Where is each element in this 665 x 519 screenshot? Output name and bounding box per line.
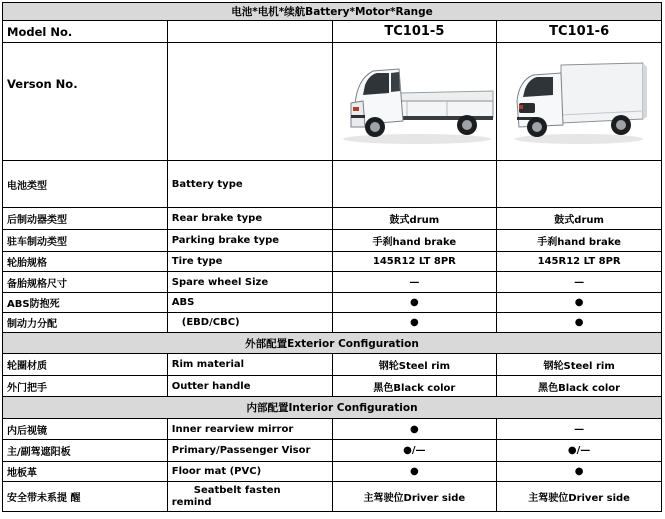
spec-row <box>3 440 662 462</box>
spec-name-cn: 轮圈材质 <box>3 354 168 376</box>
section-header-battery <box>3 3 662 21</box>
spec-name-en: Tire type <box>167 252 332 272</box>
spec-name-cn: 地板革 <box>3 462 168 482</box>
version-label: Verson No. <box>3 43 168 161</box>
spec-name-cn: 备胎规格尺寸 <box>3 272 168 293</box>
spec-name-en <box>167 482 332 512</box>
spec-value-model-2: ● <box>497 293 662 313</box>
spec-value-model-2: ● <box>497 462 662 482</box>
spec-value-model-2: 鼓式drum <box>497 208 662 230</box>
spec-value-model-1: ● <box>332 313 497 333</box>
spec-name-en: Floor mat (PVC) <box>167 462 332 482</box>
spec-row <box>3 313 662 333</box>
version-row <box>3 43 662 161</box>
spec-name-en: Spare wheel Size <box>167 272 332 293</box>
spec-row <box>3 376 662 397</box>
version-empty-cell <box>167 43 332 161</box>
spec-name-en: Battery type <box>167 161 332 208</box>
truck-2-cell <box>497 43 662 161</box>
spec-row <box>3 354 662 376</box>
spec-value-model-2: 145R12 LT 8PR <box>497 252 662 272</box>
spec-value-model-2: — <box>497 272 662 293</box>
spec-name-cn: ABS防抱死 <box>3 293 168 313</box>
spec-value-model-1: 黑色Black color <box>332 376 497 397</box>
spec-name-cn: 安全带未系提 醒 <box>3 482 168 512</box>
spec-row <box>3 252 662 272</box>
spec-value-model-1: ●/— <box>332 440 497 462</box>
section-title: 外部配置Exterior Configuration <box>3 333 662 354</box>
spec-row <box>3 161 662 208</box>
spec-name-en-line-1: Seatbelt fasten <box>193 484 281 496</box>
spec-name-cn: 驻车制动类型 <box>3 230 168 252</box>
truck-1-cell <box>332 43 497 161</box>
model-label: Model No. <box>3 21 168 43</box>
model-2-name: TC101-6 <box>497 21 662 43</box>
spec-value-model-1: 鼓式drum <box>332 208 497 230</box>
spec-row <box>3 272 662 293</box>
spec-value-model-1: 145R12 LT 8PR <box>332 252 497 272</box>
spec-row <box>3 230 662 252</box>
spec-value-model-1 <box>332 161 497 208</box>
section-header-exterior <box>3 333 662 354</box>
spec-table <box>2 2 662 512</box>
spec-value-model-1: 主驾驶位Driver side <box>332 482 497 512</box>
spec-name-en-line-2: remind <box>171 496 212 508</box>
spec-value-model-1: ● <box>332 462 497 482</box>
spec-name-en: Rear brake type <box>167 208 332 230</box>
spec-value-model-2: ●/— <box>497 440 662 462</box>
spec-name-cn: 轮胎规格 <box>3 252 168 272</box>
spec-name-en: (EBD/CBC) <box>167 313 332 333</box>
spec-value-model-2: 手刹hand brake <box>497 230 662 252</box>
spec-value-model-1: ● <box>332 293 497 313</box>
spec-value-model-2: 主驾驶位Driver side <box>497 482 662 512</box>
spec-row <box>3 462 662 482</box>
box-van-image <box>509 57 649 147</box>
spec-name-cn: 电池类型 <box>3 161 168 208</box>
spec-name-en: Inner rearview mirror <box>167 419 332 440</box>
spec-sheet <box>2 2 662 512</box>
section-title: 电池*电机*续航Battery*Motor*Range <box>3 3 662 21</box>
spec-name-cn: 制动力分配 <box>3 313 168 333</box>
spec-name-en: ABS <box>167 293 332 313</box>
spec-value-model-1: ● <box>332 419 497 440</box>
spec-name-en: Outter handle <box>167 376 332 397</box>
spec-value-model-2: ● <box>497 313 662 333</box>
spec-value-model-2: 钢轮Steel rim <box>497 354 662 376</box>
spec-value-model-1: 手刹hand brake <box>332 230 497 252</box>
model-1-name: TC101-5 <box>332 21 497 43</box>
spec-row <box>3 208 662 230</box>
spec-value-model-1: 钢轮Steel rim <box>332 354 497 376</box>
spec-row <box>3 293 662 313</box>
spec-name-cn: 内后视镜 <box>3 419 168 440</box>
spec-name-cn: 外门把手 <box>3 376 168 397</box>
spec-name-cn: 后制动器类型 <box>3 208 168 230</box>
model-row <box>3 21 662 43</box>
spec-name-en: Rim material <box>167 354 332 376</box>
spec-value-model-2 <box>497 161 662 208</box>
section-title: 内部配置Interior Configuration <box>3 397 662 419</box>
model-empty-cell <box>167 21 332 43</box>
spec-value-model-2: 黑色Black color <box>497 376 662 397</box>
spec-name-en: Primary/Passenger Visor <box>167 440 332 462</box>
spec-name-cn: 主/副驾遮阳板 <box>3 440 168 462</box>
section-header-interior <box>3 397 662 419</box>
spec-row <box>3 419 662 440</box>
spec-value-model-1: — <box>332 272 497 293</box>
spec-name-en: Parking brake type <box>167 230 332 252</box>
flatbed-truck-image <box>337 57 497 147</box>
spec-row <box>3 482 662 512</box>
spec-value-model-2: — <box>497 419 662 440</box>
